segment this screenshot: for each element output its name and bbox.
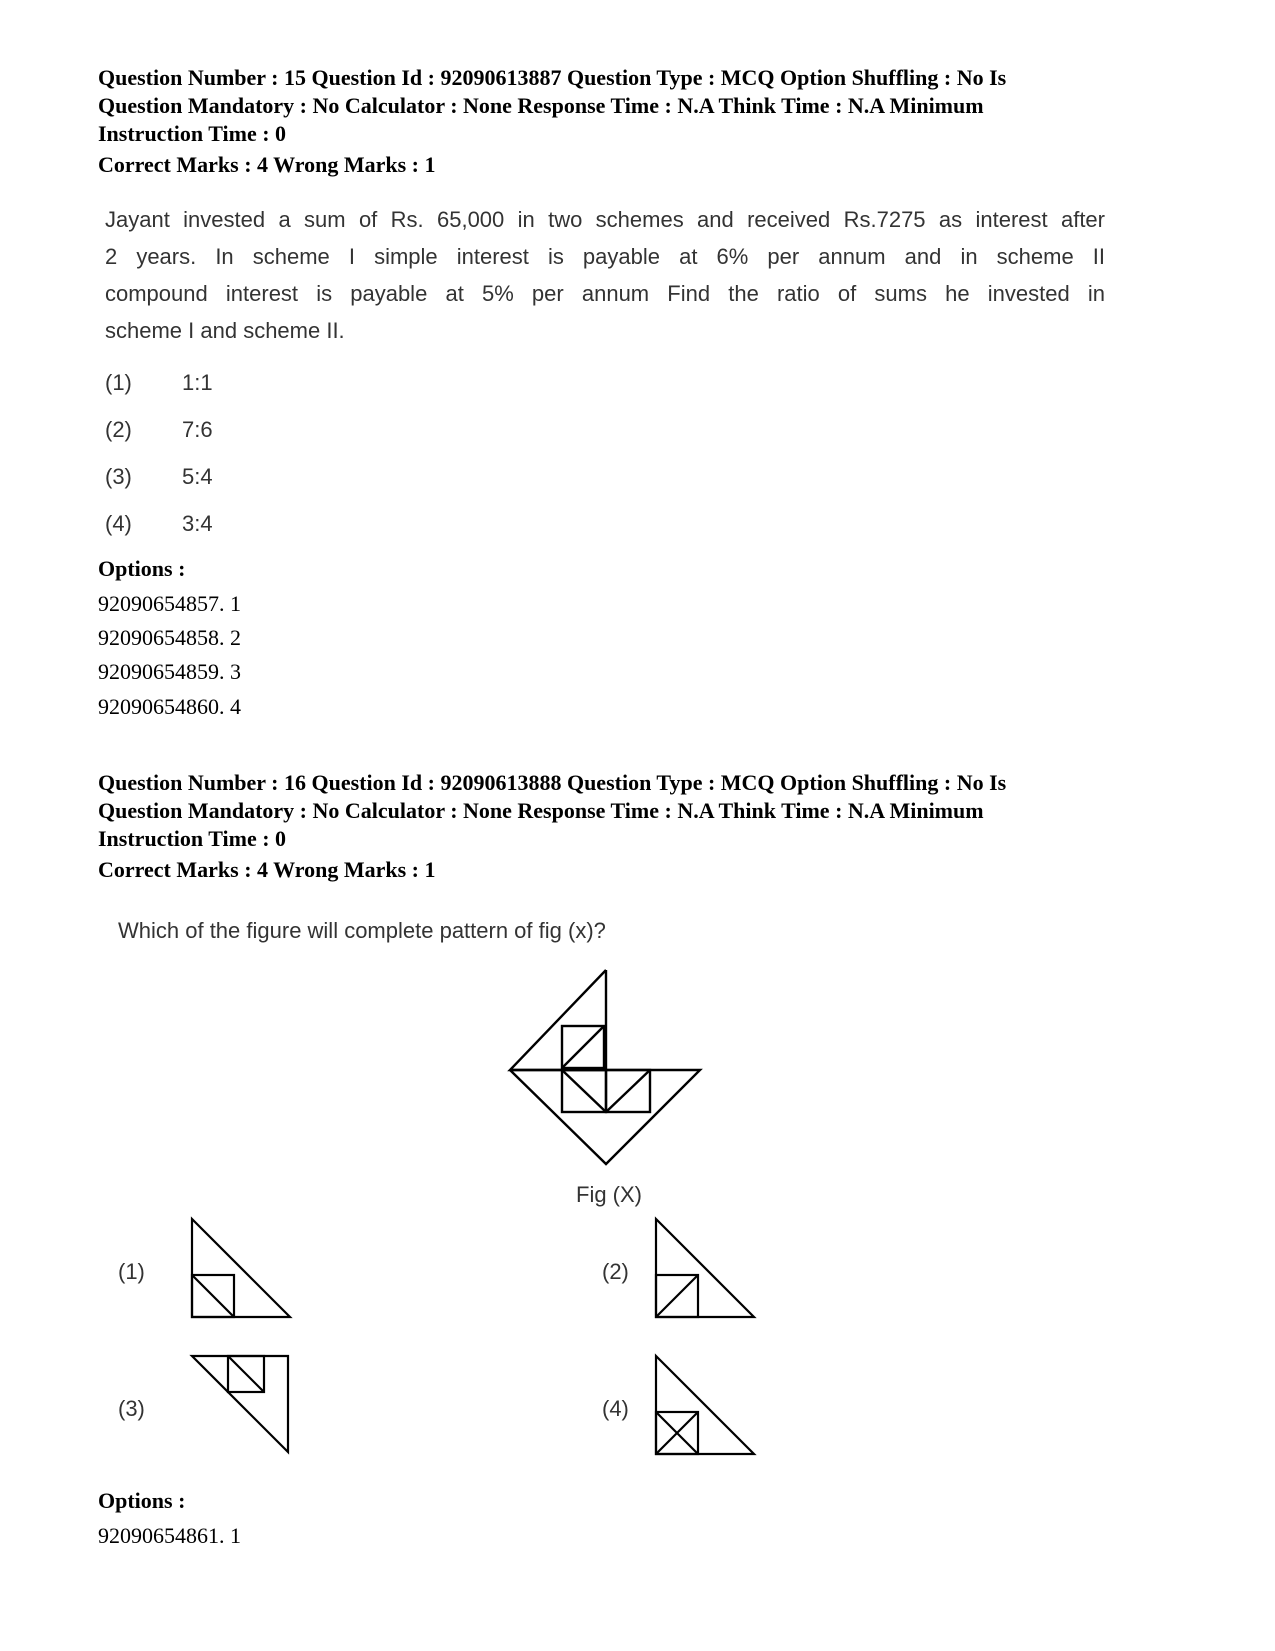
q16-question-text: Which of the figure will complete pattern of fig (x)? — [118, 918, 606, 943]
q15-choice-text: 1:1 — [182, 370, 213, 395]
q16-meta-line: Question Mandatory : No Calculator : None Response Time : N.A Think Time : N.A Minimum — [98, 798, 984, 823]
q15-choice — [105, 464, 213, 490]
q15-option-id: 92090654859. 3 — [98, 659, 241, 684]
figure-option-label: (1) — [118, 1259, 145, 1284]
q15-choice — [105, 511, 213, 537]
q15-option-id: 92090654857. 1 — [98, 591, 241, 616]
q15-question-line: 2 years. In scheme I simple interest is payable at 6% per annum and in scheme II — [105, 244, 1105, 269]
q15-options-heading: Options : — [98, 556, 186, 581]
q15-choice-number: (2) — [105, 417, 132, 442]
q16-meta-line: Question Number : 16 Question Id : 92090613888 Question Type : MCQ Option Shuffling : No Is — [98, 770, 1007, 795]
q15-option-id: 92090654860. 4 — [98, 694, 241, 719]
q15-choice-number: (3) — [105, 464, 132, 489]
q15-choice-text: 5:4 — [182, 464, 213, 489]
q15-choice-number: (1) — [105, 370, 132, 395]
q16-marks: Correct Marks : 4 Wrong Marks : 1 — [98, 857, 436, 882]
q15-meta-line: Question Mandatory : No Calculator : None Response Time : N.A Think Time : N.A Minimum — [98, 93, 984, 118]
figure-option-1-diagram — [188, 1215, 298, 1325]
figure-option-label: (4) — [602, 1396, 629, 1421]
figure-option-2-diagram — [652, 1215, 762, 1325]
q15-meta-line: Instruction Time : 0 — [98, 121, 287, 146]
q15-meta-line: Question Number : 15 Question Id : 92090613887 Question Type : MCQ Option Shuffling : No Is — [98, 65, 1007, 90]
q15-question-line: scheme I and scheme II. — [105, 318, 345, 343]
q15-meta — [98, 64, 1188, 148]
figure-option-4-diagram — [652, 1352, 762, 1462]
q16-option-id: 92090654861. 1 — [98, 1523, 241, 1548]
q15-option-id: 92090654858. 2 — [98, 625, 241, 650]
q15-question-line: compound interest is payable at 5% per annum Find the ratio of sums he invested in — [105, 281, 1105, 306]
q15-choice-number: (4) — [105, 511, 132, 536]
q15-choice-text: 7:6 — [182, 417, 213, 442]
figure-x-caption: Fig (X) — [576, 1182, 642, 1207]
figure-x-diagram — [500, 960, 720, 1175]
q15-question-text — [105, 201, 1105, 349]
figure-option-3-diagram — [188, 1352, 298, 1462]
q15-question-line: Jayant invested a sum of Rs. 65,000 in two schemes and received Rs.7275 as interest after — [105, 207, 1105, 232]
figure-option-label: (2) — [602, 1259, 629, 1284]
q15-choice — [105, 370, 213, 396]
q15-choice — [105, 417, 213, 443]
q16-meta-line: Instruction Time : 0 — [98, 826, 287, 851]
q16-options-heading: Options : — [98, 1488, 186, 1513]
figure-option-label: (3) — [118, 1396, 145, 1421]
q15-choice-text: 3:4 — [182, 511, 213, 536]
q15-marks: Correct Marks : 4 Wrong Marks : 1 — [98, 152, 436, 177]
q16-meta — [98, 769, 1188, 853]
